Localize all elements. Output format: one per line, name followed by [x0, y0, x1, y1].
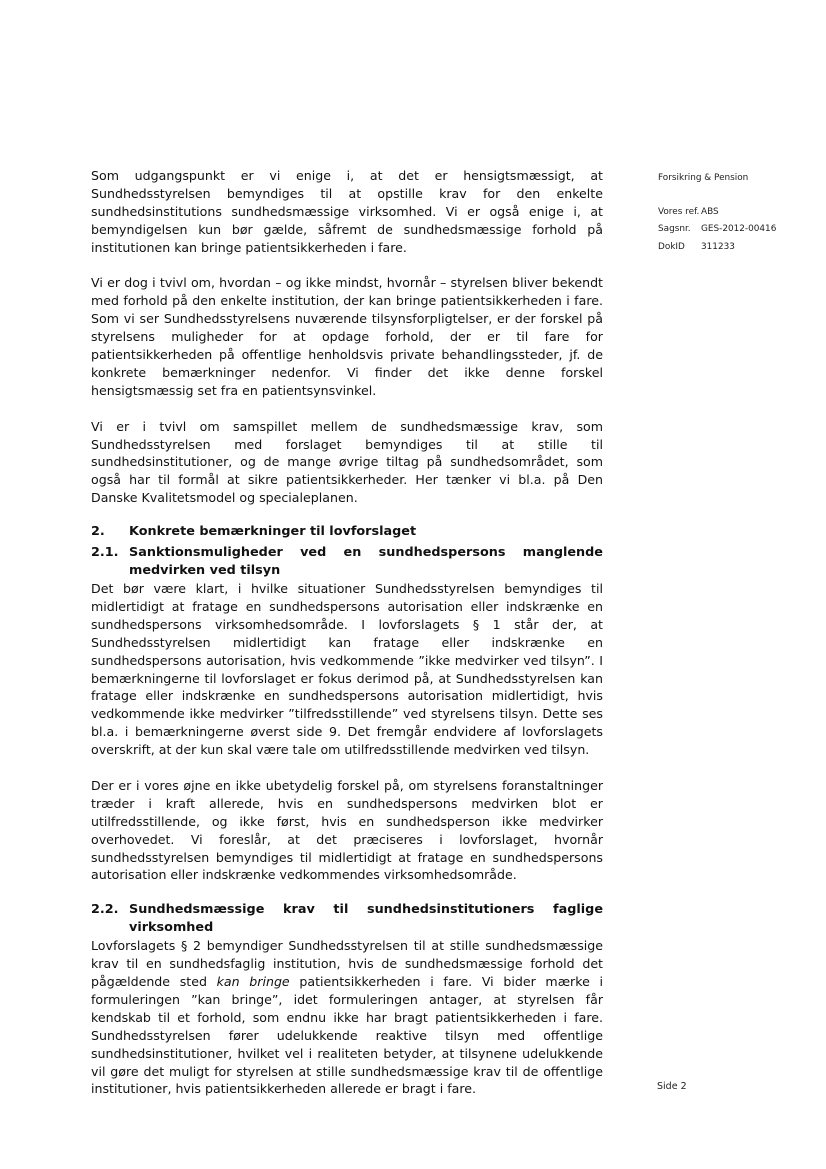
organization-name: Forsikring & Pension: [658, 173, 749, 183]
case-number-value: GES-2012-00416: [701, 224, 777, 235]
subsection-number: 2.2.: [91, 902, 119, 918]
page-number: Side 2: [657, 1081, 687, 1092]
paragraph-doubt: Vi er dog i tvivl om, hvordan – og ikke mindst, hvornår – styrelsen bliver bekendt med forhold på den enkelte institution, der kan bringe patientsikkerheden i fare. Som vi ser Sundhedsstyrelsens nuværende tilsynsforpligtelser, er der forskel på styrelsens muligheder for at opdage forhold, der er til fare for patientsikkerheden på offentlige henholdsvis private behandlingssteder, jf. de konkrete bemærkninger nedenfor. Vi finder det ikke denne forskel hensigtsmæssig set fra en patientsynsvinkel.: [91, 275, 603, 398]
doc-id-label: DokID: [658, 241, 685, 252]
subsection-heading-2-2: [91, 901, 603, 937]
subsection-number: 2.1.: [91, 545, 119, 561]
case-number-label: Sagsnr.: [658, 224, 691, 235]
emphasis-text: kan bringe: [216, 974, 290, 990]
reference-row: [658, 204, 776, 221]
section-heading-2: [91, 523, 603, 541]
paragraph-sanctions: Det bør være klart, i hvilke situationer Sundhedsstyrelsen bemyndiges til midlertidigt at fratage en sundhedspersons autorisation eller indskrænke en sundhedspersons virksomhedsområde. I lovforslagets § 1 står der, at Sundhedsstyrelsen midlertidigt kan fratage eller indskrænke en sundhedspersons autorisation, hvis vedkommende ”ikke medvirker ved tilsyn”. I bemærkningerne til lovforslaget er fokus derimod på, at Sundhedsstyrelsen kan fratage eller indskrænke en sundhedspersons autorisation midlertidigt, hvis vedkommende ikke medvirker ”tilfredsstillende” ved styrelsens tilsyn. Dette ses bl.a. i bemærkningerne øverst side 9. Det fremgår endvidere af lovforslagets overskrift, at der kun skal være tale om utilfredsstillende medvirken ved tilsyn.: [91, 581, 603, 758]
document-body: [91, 167, 603, 1098]
subsection-heading-2-1: [91, 544, 603, 580]
reference-sidebar: [658, 170, 776, 256]
paragraph-difference: Der er i vores øjne en ikke ubetydelig forskel på, om styrelsens foranstaltninger træder i kraft allerede, hvis en sundhedspersons medvirken blot er utilfredsstillende, og ikke først, hvis en sundhedsperson ikke medvirker overhovedet. Vi foreslår, at det præciseres i lovforslaget, hvornår sundhedsstyrelsen bemyndiges til midlertidigt at fratage en sundhedspersons autorisation eller indskrænke vedkommendes virksomhedsområde.: [91, 777, 603, 883]
reference-label: Vores ref.: [658, 207, 700, 218]
subsection-title: Sanktionsmuligheder ved en sundhedspersons manglende medvirken ved tilsyn: [129, 545, 603, 579]
subsection-title: Sundhedsmæssige krav til sundhedsinstitutioners faglige virksomhed: [129, 902, 603, 936]
section-title: Konkrete bemærkninger til lovforslaget: [129, 524, 417, 540]
doc-id-value: 311233: [701, 241, 735, 252]
case-number-row: [658, 221, 776, 238]
paragraph-intro: Som udgangspunkt er vi enige i, at det er hensigtsmæssigt, at Sundhedsstyrelsen bemyndiges til at opstille krav for den enkelte sundhedsinstitutions sundhedsmæssige virksomhed. Vi er også enige i, at bemyndigelsen kun bør gælde, såfremt de sundhedsmæssige forhold på institutionen kan bringe patientsikkerheden i fare.: [91, 168, 603, 255]
section-number: 2.: [91, 524, 105, 540]
paragraph-health-requirements: Lovforslagets § 2 bemyndiger Sundhedsstyrelsen til at stille sundhedsmæssige krav til en sundhedsfaglig institution, hvis de sundhedsmæssige forhold det pågældende sted kan bringe patientsikkerheden i fare. Vi bider mærke i formuleringen ”kan bringe”, idet formuleringen antager, at styrelsen får kendskab til et forhold, som endnu ikke har bragt patientsikkerheden i fare. Sundhedsstyrelsen fører udelukkende reaktive tilsyn med offentlige sundhedsinstitutioner, hvilket vel i realiteten betyder, at tilsynene udelukkende vil gøre det muligt for styrelsen at stille sundhedsmæssige krav til de offentlige institutioner, hvis patientsikkerheden allerede er bragt i fare.: [91, 938, 603, 1097]
paragraph-interplay: Vi er i tvivl om samspillet mellem de sundhedsmæssige krav, som Sundhedsstyrelsen med forslaget bemyndiges til at stille til sundhedsinstitutioner, og de mange øvrige tiltag på sundhedsområdet, som også har til formål at sikre patientsikkerheder. Her tænker vi bl.a. på Den Danske Kvalitetsmodel og specialeplanen.: [91, 418, 603, 506]
doc-id-row: [658, 239, 776, 256]
reference-value: ABS: [701, 207, 719, 218]
